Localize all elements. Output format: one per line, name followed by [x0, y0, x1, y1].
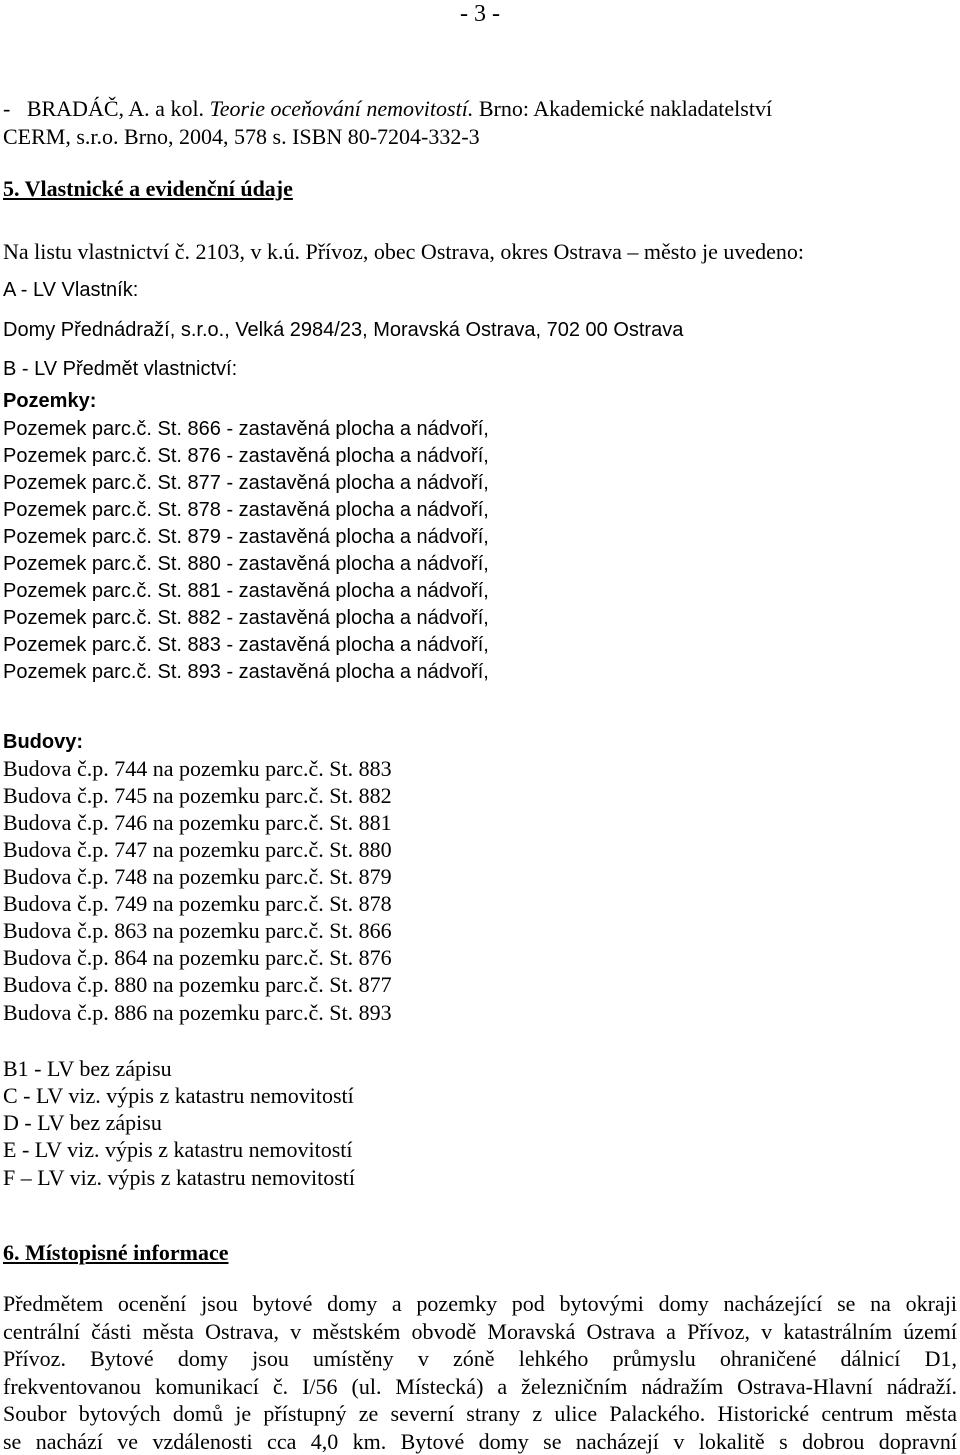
bibliography-authors: - BRADÁČ, A. a kol. — [3, 96, 210, 121]
paragraph-line: Přívoz. Bytové domy jsou umístěny v zóně lehkého průmyslu ohraničené dálnicí D1, — [3, 1346, 957, 1371]
list-item: D - LV bez zápisu — [3, 1110, 162, 1135]
list-item: E - LV viz. výpis z katastru nemovitostí — [3, 1137, 353, 1162]
list-item: Budova č.p. 864 na pozemku parc.č. St. 876 — [3, 945, 392, 970]
list-item: Pozemek parc.č. St. 893 - zastavěná plocha a nádvoří, — [3, 661, 489, 683]
paragraph-line: frekventovanou komunikací č. I/56 (ul. Místecká) a železničním nádražím Ostrava-Hlavní nádraží. — [3, 1373, 957, 1399]
list-item: Pozemek parc.č. St. 883 - zastavěná plocha a nádvoří, — [3, 634, 489, 656]
list-item: Pozemek parc.č. St. 878 - zastavěná plocha a nádvoří, — [3, 499, 489, 521]
paragraph-line: se nachází ve vzdálenosti cca 4,0 km. Bytové domy se nacházejí v lokalitě s dobrou dopravní — [3, 1428, 957, 1454]
lv-part-a-label: A - LV Vlastník: — [3, 279, 139, 301]
lv-part-b-label: B - LV Předmět vlastnictví: — [3, 358, 238, 380]
list-item: Budova č.p. 745 na pozemku parc.č. St. 882 — [3, 783, 392, 808]
bibliography-publisher: Brno: Akademické nakladatelství — [473, 96, 773, 121]
bibliography-line-1 — [3, 96, 957, 122]
section-6-paragraph — [3, 1290, 957, 1455]
section-6-heading: 6. Místopisné informace — [3, 1240, 229, 1265]
list-item: Pozemek parc.č. St. 866 - zastavěná plocha a nádvoří, — [3, 418, 489, 440]
list-item: C - LV viz. výpis z katastru nemovitostí — [3, 1083, 354, 1108]
list-item: Budova č.p. 880 na pozemku parc.č. St. 877 — [3, 972, 392, 997]
bibliography-title: Teorie oceňování nemovitostí. — [209, 96, 474, 121]
list-item: Pozemek parc.č. St. 876 - zastavěná plocha a nádvoří, — [3, 445, 489, 467]
list-item: Budova č.p. 746 na pozemku parc.č. St. 881 — [3, 810, 392, 835]
list-item: Budova č.p. 863 na pozemku parc.č. St. 866 — [3, 918, 392, 943]
budovy-heading: Budovy: — [3, 731, 83, 753]
list-item: B1 - LV bez zápisu — [3, 1056, 172, 1081]
paragraph-line: Soubor bytových domů je přístupný ze severní strany z ulice Palackého. Historické centrum města — [3, 1401, 957, 1426]
list-item: Pozemek parc.č. St. 879 - zastavěná plocha a nádvoří, — [3, 526, 489, 548]
section-5-heading: 5. Vlastnické a evidenční údaje — [3, 176, 293, 201]
list-item: Pozemek parc.č. St. 880 - zastavěná plocha a nádvoří, — [3, 553, 489, 575]
paragraph-line: Předmětem ocenění jsou bytové domy a pozemky pod bytovými domy nacházející se na okraji — [3, 1291, 957, 1316]
list-item: Budova č.p. 748 na pozemku parc.č. St. 879 — [3, 864, 392, 889]
list-item: Budova č.p. 749 na pozemku parc.č. St. 878 — [3, 891, 392, 916]
list-item: Pozemek parc.č. St. 881 - zastavěná plocha a nádvoří, — [3, 580, 489, 602]
bibliography-line-2: CERM, s.r.o. Brno, 2004, 578 s. ISBN 80-7204-332-3 — [3, 124, 480, 149]
list-item: Budova č.p. 747 na pozemku parc.č. St. 880 — [3, 837, 392, 862]
lv-intro: Na listu vlastnictví č. 2103, v k.ú. Přívoz, obec Ostrava, okres Ostrava – město je uvedeno: — [3, 239, 804, 264]
page-number: - 3 - — [460, 1, 500, 27]
list-item: F – LV viz. výpis z katastru nemovitostí — [3, 1165, 355, 1190]
list-item: Pozemek parc.č. St. 877 - zastavěná plocha a nádvoří, — [3, 472, 489, 494]
pozemky-heading: Pozemky: — [3, 390, 97, 412]
list-item: Pozemek parc.č. St. 882 - zastavěná plocha a nádvoří, — [3, 607, 489, 629]
list-item: Budova č.p. 886 na pozemku parc.č. St. 893 — [3, 1000, 392, 1025]
list-item: Budova č.p. 744 na pozemku parc.č. St. 883 — [3, 756, 392, 781]
paragraph-line: centrální části města Ostrava, v městském obvodě Moravská Ostrava a Přívoz, v katastrálním území — [3, 1318, 957, 1344]
owner-line: Domy Přednádraží, s.r.o., Velká 2984/23, Moravská Ostrava, 702 00 Ostrava — [3, 319, 684, 341]
